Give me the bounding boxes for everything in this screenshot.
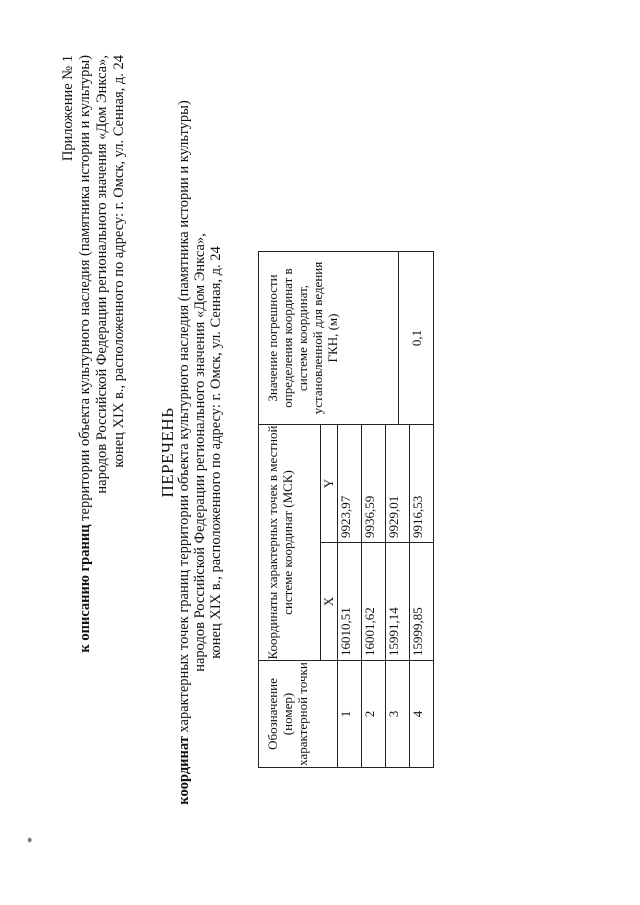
coord-y: 9936,59 — [362, 425, 386, 543]
annex-line-1-text: территории объекта культурного наследия (памятника истории и культуры) — [77, 55, 93, 525]
annex-header — [60, 55, 128, 885]
coord-y: 9923,97 — [338, 425, 362, 543]
annex-number: Приложение № 1 — [60, 55, 76, 162]
list-line-2: народов Российской Федерации регионального значения «Дом Энкса», — [192, 233, 208, 672]
coordinates-table — [258, 251, 434, 768]
error-value: 0,1 — [409, 329, 424, 347]
annex-line-1 — [77, 55, 94, 885]
list-title: ПЕРЕЧЕНЬ — [158, 407, 177, 498]
annex-line-3: конец XIX в., расположенного по адресу: г. Омск, ул. Сенная, д. 24 — [111, 55, 127, 468]
point-number: 2 — [362, 661, 386, 768]
header-point-number: Обозначение (номер) характерной точки — [259, 661, 338, 768]
point-number: 3 — [386, 661, 410, 768]
header-error: Значение погрешности определения координат в системе координат, установленной для ведения ГКН, (м) — [265, 261, 340, 415]
list-subtitle — [176, 0, 224, 905]
header-y: Y — [321, 425, 338, 543]
coord-x: 16010,51 — [338, 543, 362, 661]
list-line-1-text: характерных точек границ территории объекта культурного наследия (памятника истории и культуры) — [176, 100, 192, 737]
coord-x: 15999,85 — [410, 543, 434, 661]
header-coordinates: Координаты характерных точек в местной системе координат (МСК) — [259, 425, 321, 661]
annex-line-2: народов Российской Федерации регионального значения «Дом Энкса», — [94, 55, 110, 494]
list-line-1 — [176, 0, 192, 905]
table-header-row — [259, 252, 321, 768]
list-bold-word: координат — [176, 736, 192, 805]
list-line-3: конец XIX в., расположенного по адресу: г. Омск, ул. Сенная, д. 24 — [208, 246, 224, 659]
header-error-cell — [259, 252, 434, 425]
coord-y: 9916,53 — [410, 425, 434, 543]
point-number: 4 — [410, 661, 434, 768]
point-number: 1 — [338, 661, 362, 768]
coord-y: 9929,01 — [386, 425, 410, 543]
asterisk-mark: * — [24, 837, 38, 843]
header-x: X — [321, 543, 338, 661]
coord-x: 16001,62 — [362, 543, 386, 661]
coord-x: 15991,14 — [386, 543, 410, 661]
annex-bold-phrase: к описанию границ — [77, 524, 93, 653]
